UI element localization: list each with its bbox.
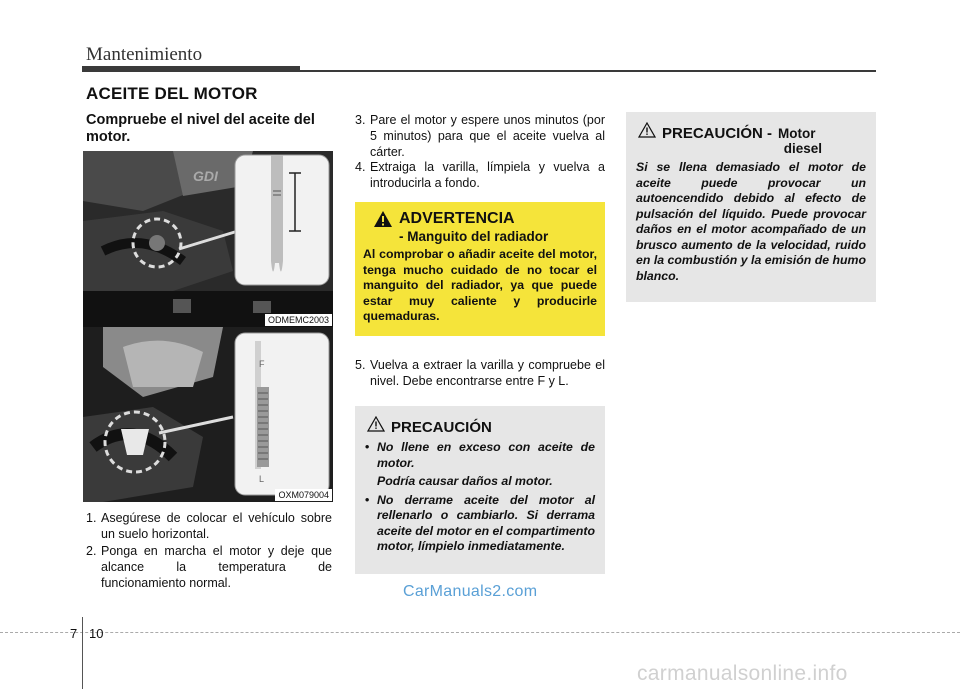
- step-3: 3. Pare el motor y espere unos minutos (por 5 minutos) para que el aceite vuelva al cárter.: [355, 113, 605, 159]
- figure-type-b: [83, 327, 333, 502]
- caution-bullet: • No derrame aceite del motor al rellenarlo o cambiarlo. Si derrama aceite del motor en el compartimento motor, límpielo inmediatamente.: [365, 492, 595, 553]
- caution-triangle-icon: [367, 416, 385, 432]
- svg-text:GDI: GDI: [193, 168, 218, 184]
- warning-subtitle: - Manguito del radiador: [399, 229, 549, 244]
- header-bar: [82, 66, 300, 72]
- section-title: Mantenimiento: [86, 44, 203, 65]
- step-4: 4. Extraiga la varilla, límpiela y vuelva a introducirla a fondo.: [355, 160, 605, 190]
- svg-text:L: L: [259, 474, 265, 484]
- header-rule: [300, 70, 876, 72]
- caution-diesel-title-line2: diesel: [783, 141, 822, 156]
- step-5: 5. Vuelva a extraer la varilla y compruebe el nivel. Debe encontrarse entre F y L.: [355, 358, 605, 388]
- caution-bullet: • No llene en exceso con aceite de motor.: [365, 440, 595, 470]
- caution-diesel-title: PRECAUCIÓN -: [662, 125, 773, 142]
- subheading: Compruebe el nivel del aceite del motor.: [86, 112, 315, 145]
- footer-rule: [0, 632, 960, 633]
- warning-triangle-icon: [373, 210, 393, 228]
- caution-diesel-title-suffix: Motor: [778, 126, 816, 141]
- figure-b-code: OXM079004: [275, 489, 332, 501]
- page-number: 10: [89, 626, 104, 641]
- page-chapter: 7: [70, 626, 78, 641]
- caution-triangle-icon: [638, 122, 656, 138]
- watermark-center: CarManuals2.com: [403, 583, 538, 600]
- caution-diesel-body: Si se llena demasiado el motor de aceite puede provocar un autoencendido debido al efecto de pulsación del líquido. Puede provocar daños en el motor acompañado de un brusco aumento de la velocidad, ruido en la combustión y la emisión de humo blanco.: [636, 160, 866, 283]
- svg-text:F: F: [259, 359, 265, 369]
- footer-divider: [82, 617, 83, 689]
- warning-box: [355, 202, 605, 336]
- caution-box: [355, 406, 605, 574]
- caution-title: PRECAUCIÓN: [391, 419, 492, 436]
- warning-body: Al comprobar o añadir aceite del motor, tenga mucho cuidado de no tocar el manguito del radiador, ya que puede estar muy caliente y producirle quemaduras.: [363, 247, 597, 323]
- watermark-bottom: carmanualsonline.info: [637, 662, 848, 685]
- page-heading: ACEITE DEL MOTOR: [86, 84, 258, 103]
- figure-a-code: ODMEMC2003: [265, 314, 332, 326]
- caution-body: [365, 440, 595, 555]
- figure-type-a: [83, 151, 333, 327]
- caution-bullet-note: Podría causar daños al motor.: [377, 474, 553, 488]
- engine-dipstick-a-illustration: [83, 151, 333, 327]
- engine-dipstick-b-illustration: [83, 327, 333, 502]
- step-2: 2. Ponga en marcha el motor y deje que alcance la temperatura de funcionamiento normal.: [86, 544, 332, 590]
- caution-diesel-box: [626, 112, 876, 302]
- step-1: 1. Asegúrese de colocar el vehículo sobre un suelo horizontal.: [86, 511, 332, 541]
- warning-title: ADVERTENCIA: [399, 210, 515, 227]
